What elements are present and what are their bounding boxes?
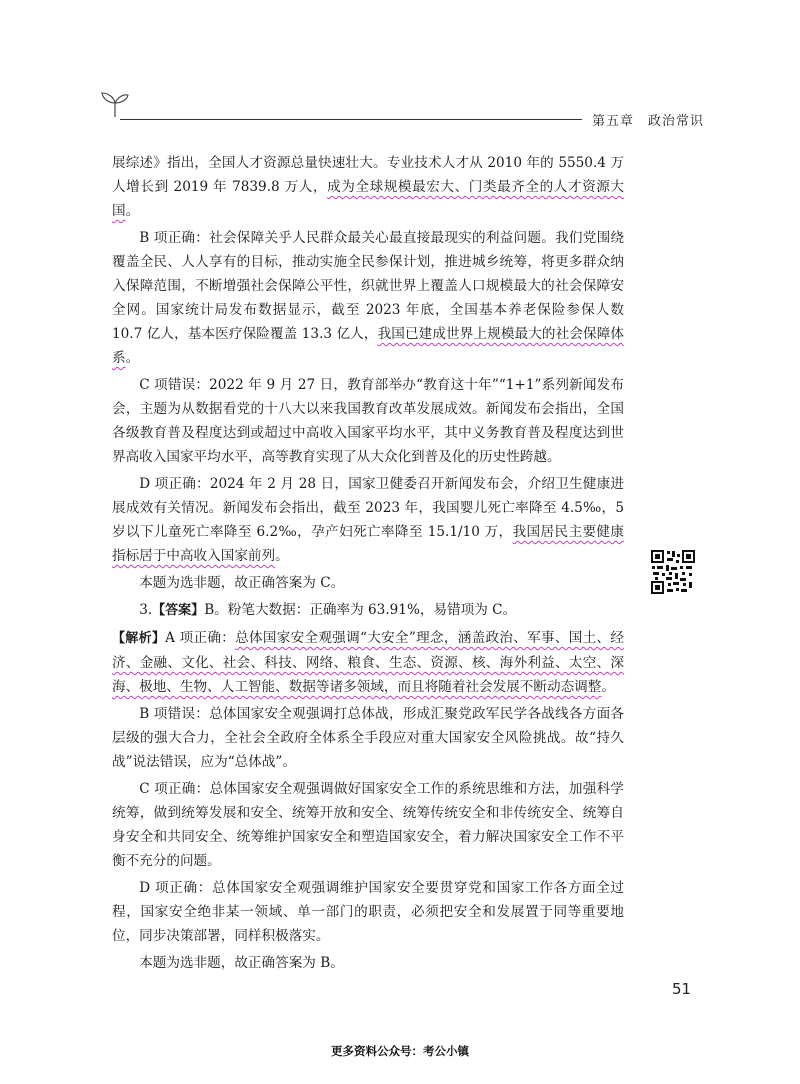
- paragraph: 展综述》指出，全国人才资源总量快速壮大。专业技术人才从 2010 年的 5550.4 万人增长到 2019 年 7839.8 万人，成为全球规模最宏大、门类最齐全的人才资源大国。: [112, 155, 625, 219]
- option-c-explanation: C 项错误：2022 年 9 月 27 日，教育部举办“教育这十年”“1+1”系列新闻发布会，主题为从数据看党的十八大以来我国教育改革发展成效。新闻发布会指出，全国各级教育普及程度达到或超过中高收入国家平均水平，其中义务教育普及程度达到世界高收入国家平均水平，高等教育实现了从大众化到普及化的历史性跨越。: [112, 377, 624, 465]
- analysis-tag: 【解析】: [112, 631, 166, 646]
- key-point-underline: 我国居民主要健康指标居于中高收入国家前列: [112, 524, 624, 564]
- key-point-underline: 总体国家安全观强调“大安全”理念，涵盖政治、军事、国土、经济、金融、文化、社会、科技、网络、粮食、生态、资源、核、海外利益、太空、深海、极地、生物、人工智能、数据等诸多领域，而且将随着社会发展不断动态调整: [112, 630, 624, 695]
- key-point-underline: 成为全球规模最宏大、门类最齐全的人才资源大国: [112, 179, 625, 219]
- footer-note: 更多资料公众号：考公小镇: [331, 1044, 469, 1058]
- answer-tag: 【答案】: [152, 603, 205, 618]
- page-number: 51: [672, 980, 692, 998]
- analysis-paragraph: 【解析】A 项正确：总体国家安全观强调“大安全”理念，涵盖政治、军事、国土、经济、金融、文化、社会、科技、网络、粮食、生态、资源、核、海外利益、太空、深海、极地、生物、人工智能、数据等诸多领域，而且将随着社会发展不断动态调整。: [112, 630, 624, 695]
- qr-code-icon[interactable]: [650, 549, 696, 595]
- chapter-title: 第五章 政治常识: [592, 114, 705, 129]
- conclusion: 本题为选非题，故正确答案为 B。: [139, 955, 344, 971]
- option-b-explanation: B 项错误：总体国家安全观强调打总体战，形成汇聚党政军民学各战线各方面各层级的强大合力，全社会全政府全体系全手段应对重大国家安全风险挑战。故“持久战”说法错误，应为“总体战”。: [112, 706, 624, 770]
- key-point-underline: 我国已建成世界上规模最大的社会保障体系: [112, 326, 624, 366]
- conclusion: 本题为选非题，故正确答案为 C。: [139, 575, 345, 591]
- option-b-explanation: B 项正确：社会保障关乎人民群众最关心最直接最现实的利益问题。我们党围绕覆盖全民、人人享有的目标，推动实施全民参保计划，推进城乡统筹，将更多群众纳入保障范围，不断增强社会保障公平性，织就世界上覆盖人口规模最大的社会保障安全网。国家统计局发布数据显示，截至 2023 年底，全国基本养老保险参保人数 10.7 亿人，基本医疗保险覆盖 13.3 亿人，我国已建成世界上规模最大的社会保障体系。: [112, 230, 624, 366]
- page-body: [112, 151, 624, 978]
- sprout-icon: [100, 90, 130, 118]
- option-d-explanation: D 项正确：总体国家安全观强调维护国家安全要贯穿党和国家工作各方面全过程，国家安全绝非某一领域、单一部门的职责，必须把安全和发展置于同等重要地位，同步决策部署，同样积极落实。: [112, 880, 624, 944]
- option-c-explanation: C 项正确：总体国家安全观强调做好国家安全工作的系统思维和方法，加强科学统筹，做到统筹发展和安全、统筹开放和安全、统筹传统安全和非传统安全、统筹自身安全和共同安全、统筹维护国家安全和塑造国家安全，着力解决国家安全工作不平衡不充分的问题。: [112, 781, 624, 869]
- header-rule: [120, 119, 582, 120]
- answer-line: 3.【答案】B。粉笔大数据：正确率为 63.91%，易错项为 C。: [139, 602, 517, 618]
- option-d-explanation: D 项正确：2024 年 2 月 28 日，国家卫健委召开新闻发布会，介绍卫生健康进展成效有关情况。新闻发布会指出，截至 2023 年，我国婴儿死亡率降至 4.5‰，5 岁以下儿童死亡率降至 6.2‰，孕产妇死亡率降至 15.1/10 万，我国居民主要健康指标居于中高收入国家前列。: [112, 476, 624, 564]
